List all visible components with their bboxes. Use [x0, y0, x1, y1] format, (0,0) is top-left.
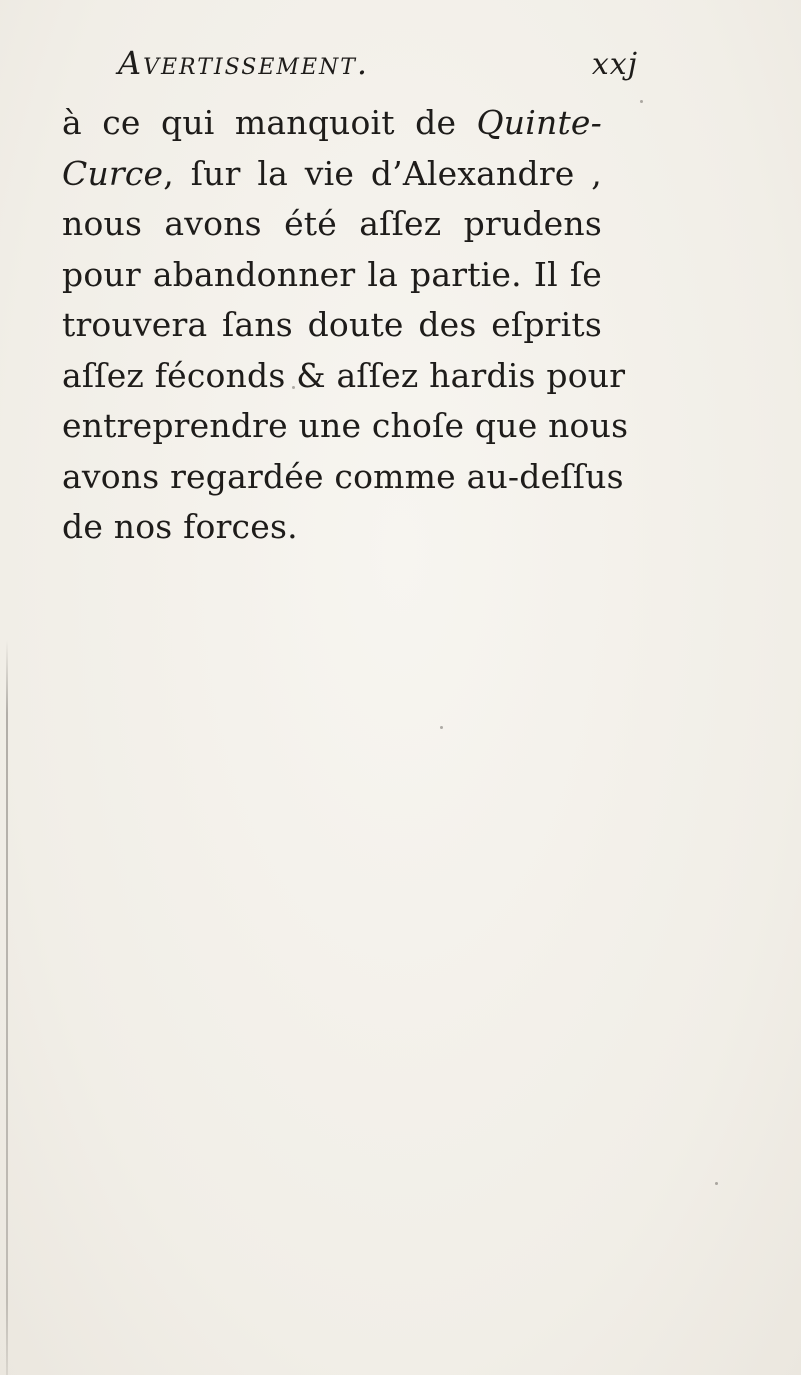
page-gutter-edge: [6, 640, 8, 1375]
text-line-3: nous avons été aſſez prudens: [62, 204, 602, 243]
paper-speck: [715, 1182, 718, 1185]
page-number: xxj: [591, 47, 638, 82]
text-line-6: aſſez féconds & aſſez hardis pour: [62, 355, 626, 395]
text-line-4: pour abandonner la partie. Il ſe: [62, 254, 602, 294]
text-line-5: trouvera ſans doute des eſprits: [62, 305, 602, 344]
text-line-2: Curce, ſur la vie d’Alexandre ,: [62, 153, 602, 193]
text-line-1: à ce qui manquoit de Quinte-: [62, 103, 602, 142]
page-header: [118, 44, 638, 90]
paper-speck: [440, 726, 443, 729]
body-paragraph: [62, 98, 629, 553]
paper-speck: [292, 386, 295, 389]
paper-speck: [640, 100, 643, 103]
text-line-9: de nos forces.: [62, 507, 298, 546]
running-title: Avertissement.: [118, 44, 370, 82]
text-line-7: entreprendre une choſe que nous: [62, 406, 629, 445]
text-line-8: avons regardée comme au-deſſus: [62, 456, 624, 496]
